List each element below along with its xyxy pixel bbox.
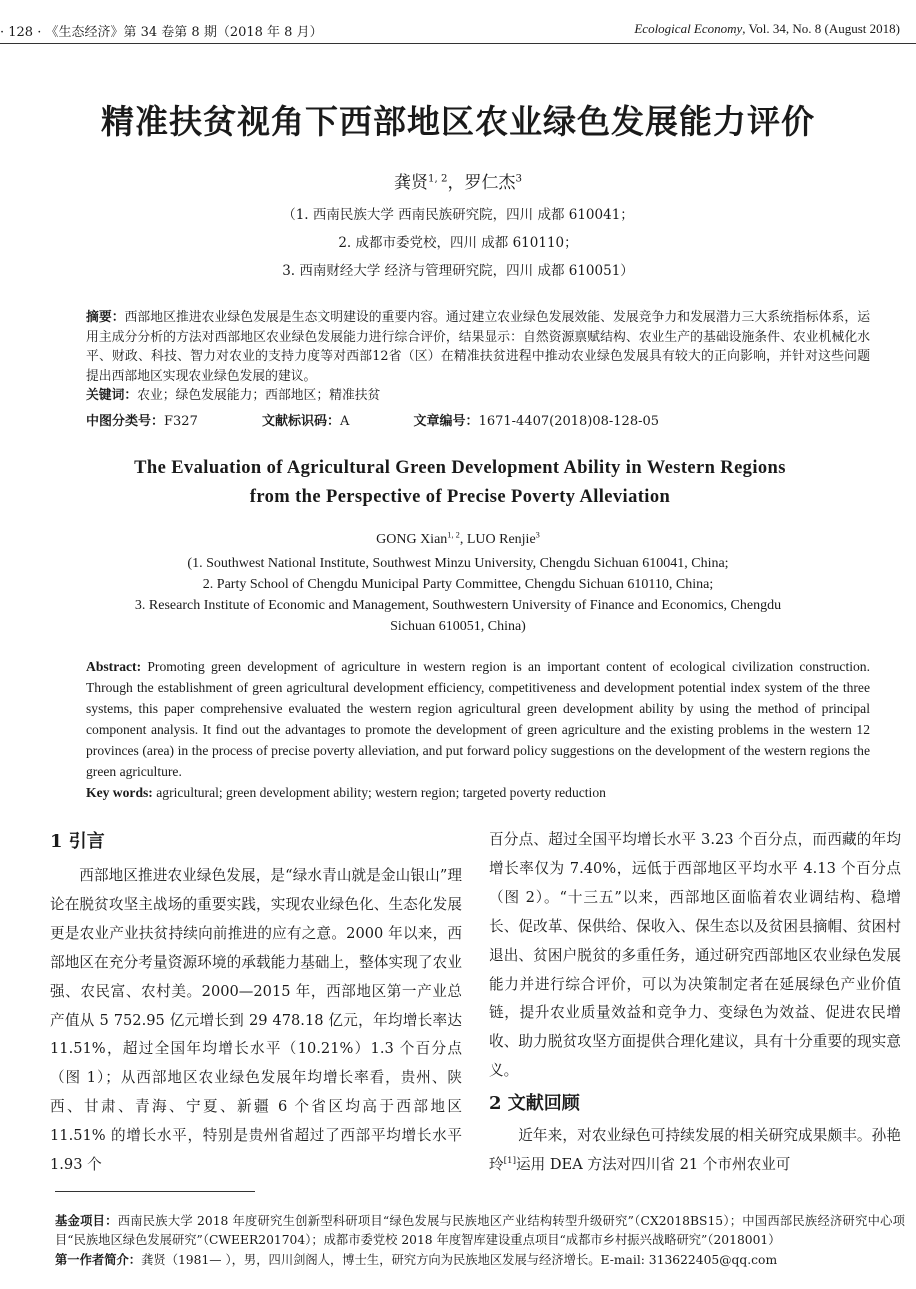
article-number-value: 1671-4407(2018)08-128-05 (478, 414, 660, 429)
abstract-en-label: Abstract: (86, 659, 142, 674)
citation-1: [1] (503, 1156, 517, 1167)
header-journal: Ecological Economy (634, 21, 743, 36)
keywords-en-text: agricultural; green development ability; western region; targeted poverty reduction (156, 785, 606, 800)
section-1-paragraph-cont: 百分点、超过全国平均增长水平 3.23 个百分点，而西藏的年均增长率仅为 7.40%，远低于西部地区平均水平 4.13 个百分点（图 2）。“十三五”以来，西部地区面临着农业调结构、稳增长、促改革、保供给、保收入、保生态以及贫困县摘帽、贫困村退出、贫困户脱贫的多重任务，通过研究西部地区农业绿色发展能力并进行综合评价，可以为决策制定者在延展绿色产业价值链，提升农业质量效益和竞争力、变绿色为效益、促进农民增收、助力脱贫攻坚方面提供合理化建议，具有十分重要的现实意义。 (489, 831, 901, 1080)
first-author-label: 第一作者简介： (55, 1252, 142, 1267)
header-left: · 128 · 《生态经济》第 34 卷第 8 期（2018 年 8 月） (0, 25, 323, 40)
footnote (55, 1212, 905, 1270)
doc-code-value: A (340, 414, 350, 429)
footnote-rule (55, 1191, 255, 1192)
title-cn: 精准扶贫视角下西部地区农业绿色发展能力评价 (101, 102, 815, 141)
author-1-en-sup: 1, 2 (447, 530, 460, 540)
affiliation-cn-3: 3. 西南财经大学 经济与管理研究院，四川 成都 610051） (282, 263, 634, 279)
running-header (0, 18, 916, 44)
header-right (634, 21, 900, 37)
fund-text: 西南民族大学 2018 年度研究生创新型科研项目“绿色发展与民族地区产业结构转型升级研究”（CX2018BS15）；中国西部民族经济研究中心项目“民族地区绿色发展研究”（CWEER201704）；成都市委党校 2018 年度智库建设重点项目“成都市乡村振兴战略研究”（2018001） (55, 1214, 905, 1248)
title-en (60, 454, 860, 512)
header-volume: , Vol. 34, No. 8 (August 2018) (742, 21, 900, 36)
article-number-label: 文章编号： (413, 414, 479, 429)
section-1-heading: 1 引言 (50, 831, 105, 852)
classification-line (86, 410, 870, 429)
affiliation-en-1: (1. Southwest National Institute, Southwest Minzu University, Chengdu Sichuan 610041, China; (187, 556, 729, 571)
author-1-cn: 龚贤 (394, 173, 429, 193)
clc-label: 中图分类号： (86, 414, 165, 429)
authors-en (0, 532, 916, 548)
doc-code-field (262, 414, 379, 429)
section-2-paragraph (489, 1122, 901, 1180)
abstract-en (86, 656, 870, 803)
affiliation-en-3a: 3. Research Institute of Economic and Management, Southwestern University of Finance and Economics, Chengdu (134, 598, 782, 613)
body-right-column (489, 826, 901, 1180)
section-2-text-a: 近年来，对农业绿色可持续发展的相关研究成果颇丰。孙艳玲 (489, 1127, 901, 1174)
affiliation-en-3b: Sichuan 610051, China) (390, 619, 526, 634)
abstract-cn-text: 西部地区推进农业绿色发展是生态文明建设的重要内容。通过建立农业绿色发展效能、发展竞争力和发展潜力三大系统指标体系，运用主成分分析的方法对西部地区农业绿色发展能力进行综合评价，结果显示：自然资源禀赋结构、农业生产的基础设施条件、农业机械化水平、财政、科技、智力对农业的支持力度等对西部12省（区）在精准扶贫进程中推动农业绿色发展具有较大的正向影响，并针对这些问题提出西部地区实现农业绿色发展的建议。 (86, 310, 871, 384)
keywords-cn-label: 关键词： (86, 388, 138, 404)
affiliation-cn-2: 2. 成都市委党校，四川 成都 610110； (338, 235, 578, 251)
author-1-cn-sup: 1, 2 (428, 173, 448, 185)
author-sep-cn: ， (447, 173, 465, 193)
affiliation-cn-1: （1. 西南民族大学 西南民族研究院，四川 成都 610041； (282, 207, 634, 223)
title-en-line-1: The Evaluation of Agricultural Green Development Ability in Western Regions (134, 458, 786, 478)
clc-value: F327 (164, 414, 198, 429)
affiliation-en-2: 2. Party School of Chengdu Municipal Party Committee, Chengdu Sichuan 610110, China; (202, 577, 714, 592)
fund-label: 基金项目： (55, 1214, 118, 1228)
keywords-cn-text: 农业；绿色发展能力；西部地区；精准扶贫 (137, 388, 381, 404)
section-1-paragraph: 西部地区推进农业绿色发展，是“绿水青山就是金山银山”理论在脱贫攻坚主战场的重要实践，实现农业绿色化、生态化发展更是农业产业扶贫持续向前推进的应有之意。2000 年以来，西部地区在充分考量资源环境的承载能力基础上，整体实现了农业强、农民富、农村美。2000—2015 年，西部地区第一产业总产值从 5 752.95 亿元增长到 29 478.18 亿元，年均增长率达 11.51%，超过全国年均增长水平（10.21%）1.3 个百分点（图 1）；从西部地区农业绿色发展年均增长率看，贵州、陕西、甘肃、青海、宁夏、新疆 6 个省区均高于西部地区 11.51% 的增长水平，特别是贵州省超过了西部平均增长水平 1.93 个 (50, 867, 462, 1174)
abstract-cn (86, 308, 870, 406)
abstract-en-text: Promoting green development of agriculture in western region is an important content of ecological civilization construction. Through the establishment of green agricultural development efficiency, competitiveness and development potential index system of the three systems, this paper comprehensive evaluated the western region agricultural green development ability by using the method of principal component analysis. It find out the advantages to promote the development of green agriculture and the existing problems in the western 12 provinces (area) in the process of precise poverty alleviation, and put forward policy suggestions on the development of the western regions the green agriculture. (86, 659, 870, 779)
doc-code-label: 文献标识码： (262, 414, 341, 429)
body-left-column (50, 826, 462, 1180)
article-number-field (414, 414, 690, 429)
section-2-heading: 2 文献回顾 (489, 1093, 580, 1115)
title-en-line-2: from the Perspective of Precise Poverty Alleviation (249, 487, 671, 507)
abstract-cn-label: 摘要： (86, 310, 125, 325)
clc-field (86, 414, 228, 429)
first-author-text: 龚贤（1981— ），男，四川剑阁人，博士生，研究方向为民族地区发展与经济增长。E-mail: 313622405@qq.com (141, 1252, 778, 1267)
affiliations-en (60, 553, 856, 637)
authors-cn (0, 168, 916, 193)
author-sep-en: , (459, 532, 467, 547)
author-2-en-sup: 3 (535, 530, 540, 540)
header-rule (0, 43, 916, 44)
author-2-cn: 罗仁杰 (464, 173, 516, 193)
author-1-en: GONG Xian (376, 532, 448, 547)
keywords-en-label: Key words: (86, 785, 153, 800)
author-2-cn-sup: 3 (515, 173, 522, 185)
author-2-en: LUO Renjie (466, 532, 536, 547)
section-2-text-b: 运用 DEA 方法对四川省 21 个市州农业可 (516, 1156, 791, 1174)
